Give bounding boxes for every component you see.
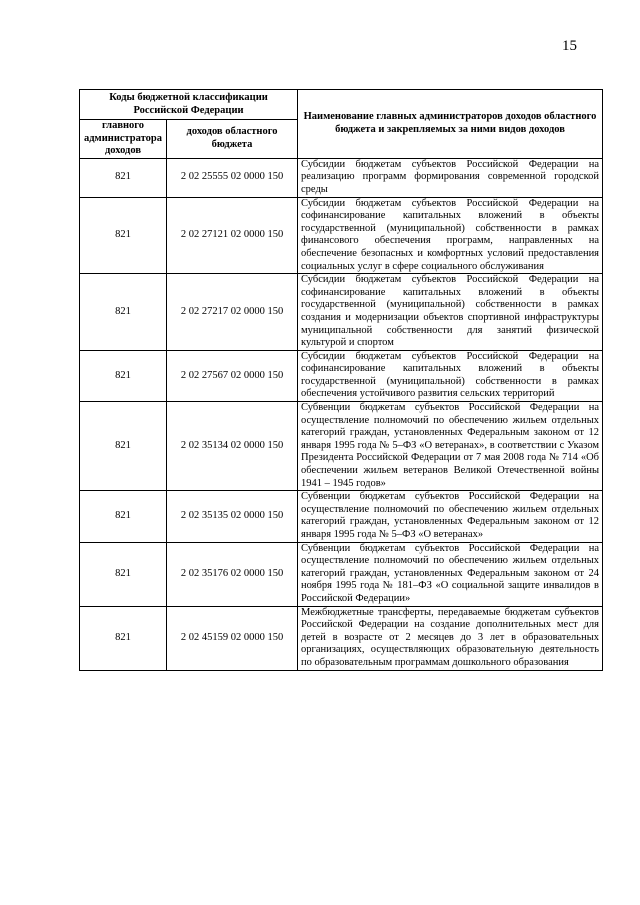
income-name-cell: Субвенции бюджетам субъектов Российской Федерации на осуществление полномочий по обеспечению жильем отдельных категорий граждан, установленных Федеральным законом от 12 января 1995 года № 5–ФЗ «О ветеранах» bbox=[298, 491, 603, 542]
income-code-cell: 2 02 27217 02 0000 150 bbox=[167, 274, 298, 351]
table-row bbox=[80, 402, 603, 491]
income-code-cell: 2 02 35135 02 0000 150 bbox=[167, 491, 298, 542]
admin-code-cell: 821 bbox=[80, 606, 167, 670]
income-code-cell: 2 02 27567 02 0000 150 bbox=[167, 350, 298, 401]
table-row bbox=[80, 606, 603, 670]
table-row bbox=[80, 158, 603, 197]
income-name-cell: Субсидии бюджетам субъектов Российской Федерации на софинансирование капитальных вложений в объекты государственной (муниципальной) собственности в рамках обеспечения устойчивого развития сельских территорий bbox=[298, 350, 603, 401]
table-row bbox=[80, 197, 603, 274]
income-code-cell: 2 02 27121 02 0000 150 bbox=[167, 197, 298, 274]
name-column-header: Наименование главных администраторов доходов областного бюджета и закрепляемых за ними видов доходов bbox=[298, 90, 603, 159]
table-row bbox=[80, 350, 603, 401]
income-name-cell: Субсидии бюджетам субъектов Российской Федерации на софинансирование капитальных вложений в объекты государственной (муниципальной) собственности в рамках создания и модернизации объектов спортивной инфраструктуры муниципальной собственности для занятий физической культурой и спортом bbox=[298, 274, 603, 351]
codes-group-header: Коды бюджетной классификации Российской Федерации bbox=[80, 90, 298, 120]
admin-code-cell: 821 bbox=[80, 491, 167, 542]
admin-code-cell: 821 bbox=[80, 402, 167, 491]
page-number: 15 bbox=[562, 38, 577, 54]
admin-code-cell: 821 bbox=[80, 274, 167, 351]
income-column-header: доходов областного бюджета bbox=[167, 120, 298, 159]
table-row bbox=[80, 542, 603, 606]
table-row bbox=[80, 274, 603, 351]
table-row bbox=[80, 491, 603, 542]
income-name-cell: Субсидии бюджетам субъектов Российской Федерации на софинансирование капитальных вложений в объекты государственной (муниципальной) собственности в рамках финансового обеспечения программ, направленных на обеспечение безопасных и комфортных условий предоставления социальных услуг в сфере социального обслуживания bbox=[298, 197, 603, 274]
admin-column-header: главного администратора доходов bbox=[80, 120, 167, 159]
admin-code-cell: 821 bbox=[80, 350, 167, 401]
income-name-cell: Субсидии бюджетам субъектов Российской Федерации на реализацию программ формирования современной городской среды bbox=[298, 158, 603, 197]
income-code-cell: 2 02 25555 02 0000 150 bbox=[167, 158, 298, 197]
income-name-cell: Субвенции бюджетам субъектов Российской Федерации на осуществление полномочий по обеспечению жильем отдельных категорий граждан, установленных Федеральным законом от 12 января 1995 года № 5–ФЗ «О ветеранах», в соответствии с Указом Президента Российской Федерации от 7 мая 2008 года № 714 «Об обеспечении жильем ветеранов Великой Отечественной войны 1941 – 1945 годов» bbox=[298, 402, 603, 491]
admin-code-cell: 821 bbox=[80, 197, 167, 274]
admin-code-cell: 821 bbox=[80, 542, 167, 606]
income-name-cell: Субвенции бюджетам субъектов Российской Федерации на осуществление полномочий по обеспечению жильем отдельных категорий граждан, установленных Федеральным законом от 24 ноября 1995 года № 181–ФЗ «О социальной защите инвалидов в Российской Федерации» bbox=[298, 542, 603, 606]
income-name-cell: Межбюджетные трансферты, передаваемые бюджетам субъектов Российской Федерации на создание дополнительных мест для детей в возрасте от 2 месяцев до 3 лет в образовательных организациях, осуществляющих образовательную деятельность по образовательным программам дошкольного образования bbox=[298, 606, 603, 670]
budget-classification-table bbox=[79, 89, 603, 671]
income-code-cell: 2 02 45159 02 0000 150 bbox=[167, 606, 298, 670]
income-code-cell: 2 02 35176 02 0000 150 bbox=[167, 542, 298, 606]
income-code-cell: 2 02 35134 02 0000 150 bbox=[167, 402, 298, 491]
admin-code-cell: 821 bbox=[80, 158, 167, 197]
